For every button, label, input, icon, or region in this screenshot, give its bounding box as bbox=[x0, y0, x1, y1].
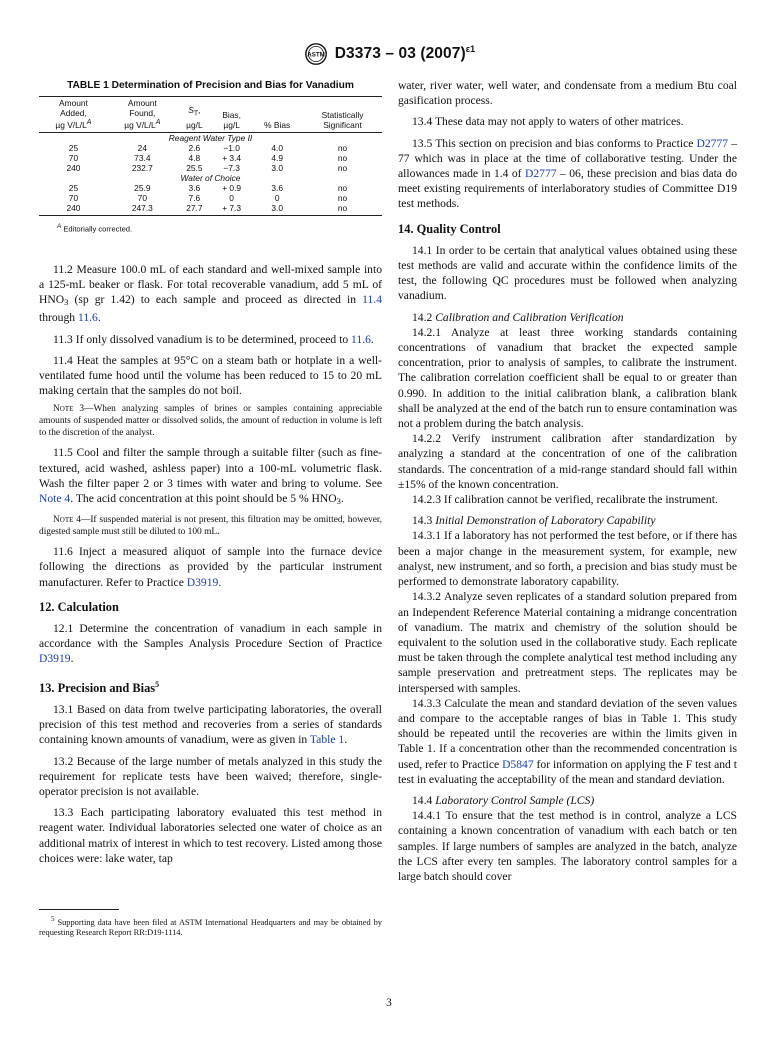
para-14-3-3: 14.3.3 Calculate the mean and standard deviation of the seven values and compare to the acceptable ranges of bias in Table 1. This study should be repeated until the recoveries are within the limits given in Table 1. If a concentration other than the recommended concentration is used, refer to Practice D5847 for information on applying the F test and t test in evaluating the acceptability of the mean and standard deviation. bbox=[398, 696, 737, 786]
heading-13: 13. Precision and Bias$^5$ bbox=[39, 679, 160, 695]
footnote-5: $^5$ Supporting data have been filed at ASTM International Headquarters and may be obtained by requesting Research Report RR:D19-1114. bbox=[39, 914, 382, 938]
para-13-5: 13.5 This section on precision and bias conforms to Practice D2777 – 77 which was in place at the time of collaborative testing. Under the allowances made in 1.4 of D2777 – 06, these precision and bias data do meet existing requirements of interlaboratory studies of Committee D19 test methods. bbox=[398, 136, 737, 211]
para-14-3-2: 14.3.2 Analyze seven replicates of a standard solution prepared from an Independent Reference Material containing a midrange concentration of vanadium. The matrix and chemistry of the solution should be equivalent to the solution used in the collaborative study. Each replicate must be taken through the complete analytical test method including any sample preservation and pretreatment steps. The replicates may be interspersed with samples. bbox=[398, 590, 737, 695]
para-14-3: 14.3 Initial Demonstration of Laboratory Capability bbox=[412, 514, 656, 528]
para-14-3-1: 14.3.1 If a laboratory has not performed the test before, or if there has been a major change in the measurement system, for example, new analyst, new instrument, and so forth, a precision and bias study must be performed to demonstrate laboratory capability. bbox=[398, 529, 737, 589]
precision-bias-table bbox=[39, 96, 382, 216]
svg-text:ASTM: ASTM bbox=[307, 51, 325, 59]
table-row: 25 24 2.6 −1.0 4.0 no bbox=[68, 143, 348, 153]
para-13-2: 13.2 Because of the large number of metals analyzed in this study the requirement for replicate tests have been waived; therefore, single-operator precision is not available. bbox=[39, 754, 382, 798]
para-14-2-3: 14.2.3 If calibration cannot be verified, recalibrate the instrument. bbox=[412, 493, 718, 507]
table-title: TABLE 1 Determination of Precision and Bias for Vanadium bbox=[67, 80, 354, 91]
para-13-3-cont bbox=[398, 78, 737, 108]
footnote-rule bbox=[39, 909, 119, 910]
astm-logo-icon bbox=[303, 43, 329, 65]
col-amount-added: Amount Added, µg $V/L/L^A$ bbox=[39, 97, 108, 133]
para-13-3-continued: water, river water, well water, and condensate from a medium Btu coal gasification process. bbox=[398, 79, 737, 108]
right-column bbox=[398, 78, 737, 884]
page-number: 3 bbox=[386, 997, 392, 1009]
heading-12: 12. Calculation bbox=[39, 599, 119, 614]
para-13-1: 13.1 Based on data from twelve participating laboratories, the overall precision of this test method and recoveries from a series of standards containing known amounts of vanadium, were as given in Table 1. bbox=[39, 702, 382, 747]
designation: D3373 – 03 $(2007)^{\varepsilon 1}$ bbox=[334, 44, 476, 63]
para-14-2-2: 14.2.2 Verify instrument calibration after standardization by analyzing a standard at the concentration of one of the calibration standards. The concentration of a mid-range standard should fall within ±15% of the known concentration. bbox=[398, 432, 737, 491]
col-pct-bias: % Bias bbox=[251, 97, 303, 133]
link-11-6[interactable]: 11.6 bbox=[77, 311, 98, 325]
para-13-3: 13.3 Each participating laboratory evaluated this test method in reagent water. Individual laboratories selected one water of choice as an additional matrix of interest in which to test recovery. Listed among those choices were: lake water, tap bbox=[39, 806, 382, 865]
table-section-label: Reagent Water Type II bbox=[168, 133, 253, 143]
note-3: Note 3—When analyzing samples of brines or samples containing appreciable amounts of suspended matter or dissolved solids, the amount of reduction in volume is left to the discretion of the analyst. bbox=[39, 404, 382, 439]
col-bias: Bias, µg/L bbox=[212, 97, 251, 133]
table-row: 70 70 7.6 0 0 no bbox=[68, 193, 348, 203]
para-14-1: 14.1 In order to be certain that analytical values obtained using these test methods are valid and accurate within the confidence limits of the test, the following QC procedures must be followed when analyzing vanadium. bbox=[398, 243, 737, 303]
link-d5847[interactable]: D5847 bbox=[502, 757, 534, 771]
table-row: 70 73.4 4.8 + 3.4 4.9 no bbox=[68, 153, 348, 163]
table-footnote: $^A$ Editorially corrected. bbox=[57, 223, 133, 234]
para-14-4: 14.4 Laboratory Control Sample (LCS) bbox=[412, 793, 595, 807]
note-4: Note 4—If suspended material is not present, this filtration may be omitted, however, digested sample must still be diluted to 100 mL. bbox=[39, 515, 382, 538]
link-d2777[interactable]: D2777 bbox=[696, 136, 729, 150]
link-11-6[interactable]: 11.6 bbox=[351, 332, 371, 346]
para-14-2: 14.2 Calibration and Calibration Verification bbox=[412, 310, 624, 324]
link-d2777[interactable]: D2777 bbox=[524, 167, 557, 181]
col-st: $S_T$, µg/L bbox=[177, 97, 212, 133]
link-note-4[interactable]: Note 4 bbox=[39, 491, 71, 505]
para-12-1: 12.1 Determine the concentration of vanadium in each sample in accordance with the Samples Analysis Procedure Section of Practice D3919. bbox=[39, 621, 382, 666]
para-11-2: 11.2 Measure 100.0 mL of each standard and well-mixed sample into a 125-mL beaker or flask. For total recoverable vanadium, add 5 mL of $HNO_3$ (sp gr 1.42) to each sample and proceed as directed in 11.4 through 11.6. bbox=[39, 262, 382, 325]
link-table-1[interactable]: Table 1 bbox=[309, 733, 345, 747]
col-significant: Statistically Significant bbox=[303, 97, 382, 133]
page-header bbox=[0, 42, 778, 66]
para-14-4-1: 14.4.1 To ensure that the test method is in control, analyze a LCS containing a known concentration of vanadium with each batch or ten samples. If large numbers of samples are analyzed in the batch, analyze the LCS after every ten samples. The laboratory control samples for a large batch should cover bbox=[398, 809, 737, 883]
para-11-4: 11.4 Heat the samples at 95°C on a steam bath or hotplate in a well-ventilated fume hood until the volume has been reduced to 15 to 20 mL making certain that the samples do not boil. bbox=[39, 353, 382, 398]
para-11-6: 11.6 Inject a measured aliquot of sample into the furnace device following the directions as provided by the particular instrument manufacturer. Refer to Practice D3919. bbox=[39, 545, 382, 589]
col-amount-found: Amount Found, µg $V/L/L^A$ bbox=[108, 97, 177, 133]
link-d3919[interactable]: D3919 bbox=[39, 652, 71, 666]
left-column bbox=[39, 78, 382, 939]
link-11-4[interactable]: 11.4 bbox=[362, 293, 382, 307]
para-14-2-1: 14.2.1 Analyze at least three working standards containing concentrations of vanadium that bracket the expected sample concentration, prior to analysis of samples, to calibrate the instrument. The calibration correlation coefficient shall be equal to or greater than 0.990. In addition to the initial calibration blank, a calibration blank shall be analyzed at the end of the batch run to ensure contamination was not a problem during the batch analysis. bbox=[398, 325, 737, 431]
table-row: 240 247.3 27.7 + 7.3 3.0 no bbox=[39, 203, 382, 216]
heading-14: 14. Quality Control bbox=[398, 221, 501, 236]
table-row: 25 25.9 3.6 + 0.9 3.6 no bbox=[68, 183, 348, 193]
para-11-3: 11.3 If only dissolved vanadium is to be determined, proceed to 11.6. bbox=[53, 332, 374, 346]
link-d3919[interactable]: D3919 bbox=[186, 575, 219, 589]
para-13-4: 13.4 These data may not apply to waters of other matrices. bbox=[412, 115, 684, 129]
table-row: 240 232.7 25.5 −7.3 3.0 no bbox=[66, 163, 348, 173]
table-section-label: Water of Choice bbox=[180, 173, 241, 183]
para-11-5: 11.5 Cool and filter the sample through a suitable filter (such as fine-textured, acid washed, ashless paper) into a 100-mL volumetric flask. Wash the filter paper 2 or 3 times with water and bring to volume. See Note 4. The acid concentration at this point should be 5 % $HNO_3$. bbox=[39, 446, 382, 506]
